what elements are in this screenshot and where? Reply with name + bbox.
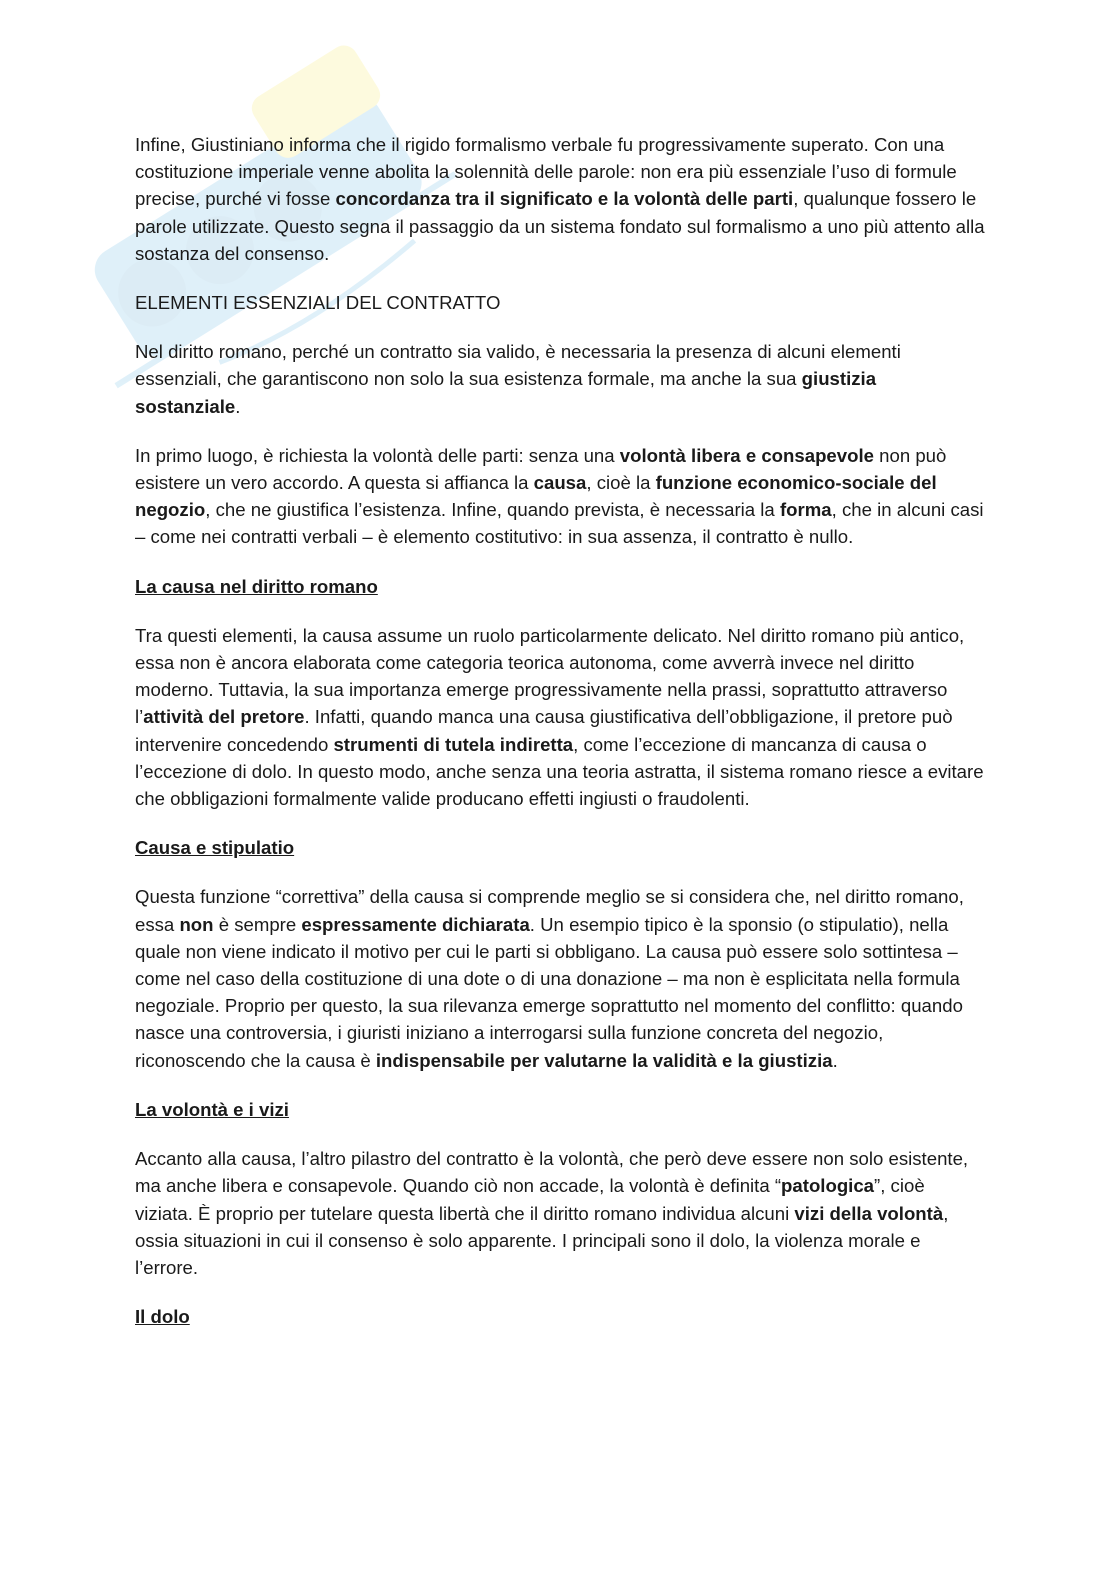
section-heading: ELEMENTI ESSENZIALI DEL CONTRATTO (135, 292, 501, 314)
bold-phrase: espressamente dichiarata (301, 913, 530, 935)
text-run: . (832, 1049, 838, 1071)
bold-phrase: patologica (781, 1175, 875, 1197)
bold-phrase: strumenti di tutela indiretta (333, 733, 574, 755)
paragraph (135, 622, 985, 812)
paragraph (135, 1145, 985, 1281)
bold-phrase: indispensabile per valutarne la validità e la giustizia (375, 1049, 833, 1071)
text-run: , che ne giustifica l’esistenza. Infine, quando prevista, è necessaria la (205, 499, 780, 521)
text-run: Nel diritto romano, perché un contratto sia valido, è necessaria la presenza di alcuni elementi essenziali, che garantiscono non solo la sua esistenza formale, ma anche la sua (135, 341, 901, 390)
text-run: Infine, Giustiniano informa che il rigido formalismo verbale fu progressivamente superato. Con una costituzione imperiale venne abolita la solennità delle parole: non era più essenziale l’uso di formule precise, purché vi fosse (135, 134, 957, 210)
text-run: Questa funzione “correttiva” della causa si comprende meglio se si considera che, nel diritto romano, essa (135, 886, 964, 935)
bold-phrase: causa (533, 472, 587, 494)
text-run: , come l’eccezione di mancanza di causa o l’eccezione di dolo. In questo modo, anche senza una teoria astratta, il sistema romano riesce a evitare che obbligazioni formalmente valide producano effetti ingiusti o fraudolenti. (135, 733, 984, 810)
text-run: . Infatti, quando manca una causa giustificativa dell’obbligazione, il pretore può intervenire concedendo (135, 706, 953, 755)
text-run: . (235, 395, 241, 417)
bold-phrase: attività del pretore (143, 706, 305, 728)
bold-phrase: forma (779, 499, 832, 521)
text-run: , qualunque fossero le parole utilizzate. Questo segna il passaggio da un sistema fondato sul formalismo a uno più attento alla sostanza del consenso. (135, 188, 985, 264)
bold-phrase: volontà libera e consapevole (619, 444, 874, 466)
text-run: è sempre (213, 913, 302, 935)
text-run: Tra questi elementi, la causa assume un ruolo particolarmente delicato. Nel diritto romano più antico, essa non è ancora elaborata come categoria teorica autonoma, come avverrà invece nel diritto moderno. Tuttavia, la sua importanza emerge progressivamente nella prassi, soprattutto attraverso l’ (135, 624, 965, 728)
section-heading: Il dolo (135, 1306, 190, 1328)
bold-phrase: giustizia sostanziale (135, 368, 877, 417)
text-run: , ossia situazioni in cui il consenso è solo apparente. I principali sono il dolo, la violenza morale e l’errore. (135, 1202, 949, 1278)
bold-phrase: vizi della volontà (794, 1202, 944, 1224)
section-heading: La causa nel diritto romano (135, 575, 378, 597)
text-run: . Un esempio tipico è la sponsio (o stipulatio), nella quale non viene indicato il motivo per cui le parti si obbligano. La causa può essere solo sottintesa – come nel caso della costituzione di una dote o di una donazione – ma non è esplicitata nella formula negoziale. Proprio per questo, la sua rilevanza emerge soprattutto nel momento del conflitto: quando nasce una controversia, i giuristi iniziano a interrogarsi sulla funzione concreta del negozio, riconoscendo che la causa è (135, 913, 963, 1071)
text-run: non può esistere un vero accordo. A questa si affianca la (135, 444, 947, 494)
paragraph (135, 131, 985, 267)
paragraph (135, 442, 985, 551)
section-heading: Causa e stipulatio (135, 837, 295, 859)
bold-phrase: concordanza tra il significato e la volontà delle parti (335, 188, 794, 210)
text-run: In primo luogo, è richiesta la volontà delle parti: senza una (135, 444, 620, 466)
document-body (135, 131, 985, 1352)
text-run: Accanto alla causa, l’altro pilastro del contratto è la volontà, che però deve essere non solo esistente, ma anche libera e consapevole. Quando ciò non accade, la volontà è definita “ (135, 1148, 969, 1197)
paragraph (135, 338, 985, 420)
bold-phrase: funzione economico-sociale del negozio (135, 472, 937, 521)
text-run: , cioè la (586, 472, 656, 494)
text-run: ”, cioè viziata. È proprio per tutelare questa libertà che il diritto romano individua alcuni (135, 1175, 925, 1224)
text-run: , che in alcuni casi – come nei contratti verbali – è elemento costitutivo: in sua assenza, il contratto è nullo. (135, 499, 984, 548)
paragraph (135, 883, 985, 1073)
bold-phrase: non (179, 913, 214, 935)
section-heading: La volontà e i vizi (135, 1098, 289, 1120)
